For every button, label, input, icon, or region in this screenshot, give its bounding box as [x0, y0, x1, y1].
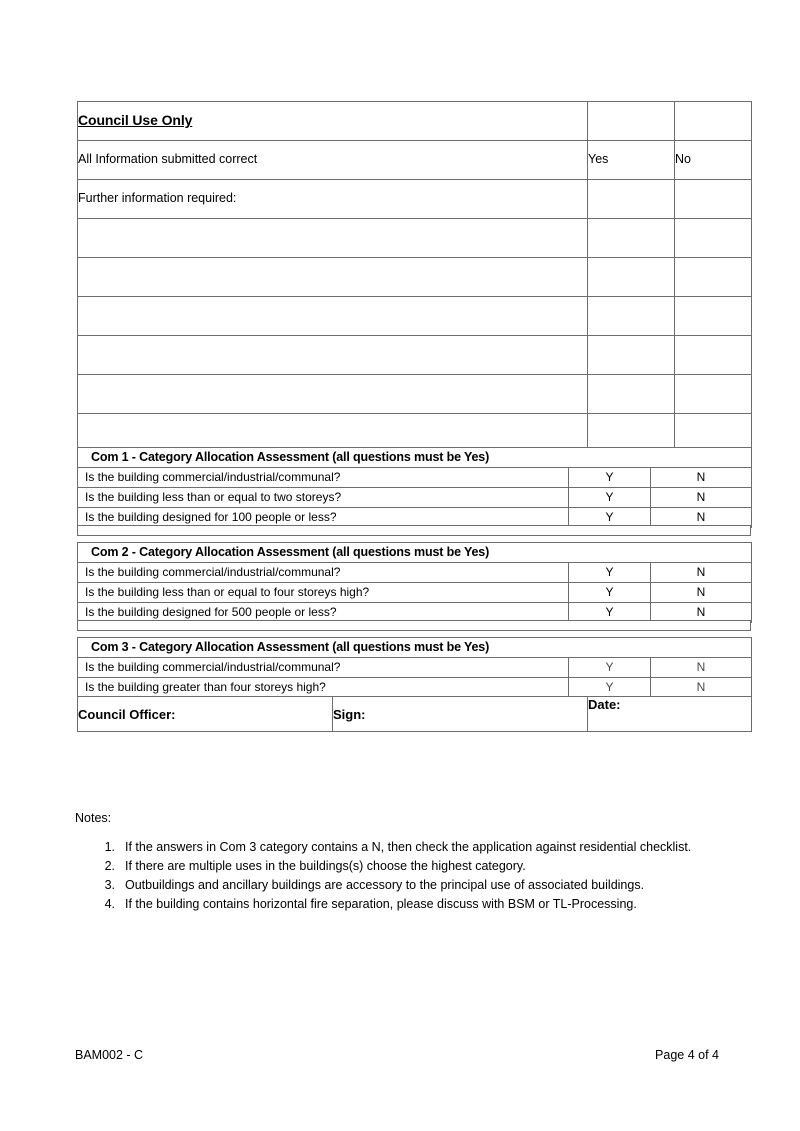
note-text: If there are multiple uses in the buildings(s) choose the highest category.	[125, 859, 526, 873]
com2-q2-no[interactable]: N	[651, 583, 752, 603]
table-row	[78, 336, 752, 375]
table-row	[78, 583, 752, 603]
com3-table	[77, 637, 752, 698]
blank-no-cell[interactable]	[675, 219, 752, 258]
header-no-cell	[675, 102, 752, 141]
com2-com3-spacer	[77, 620, 751, 631]
table-row	[78, 563, 752, 583]
all-information-label: All Information submitted correct	[78, 141, 588, 180]
table-row	[78, 658, 752, 678]
com1-table	[77, 447, 752, 528]
com1-q1-yes[interactable]: Y	[569, 468, 651, 488]
note-number: 2.	[104, 859, 115, 873]
form-code: BAM002 - C	[75, 1048, 144, 1062]
sign-field[interactable]: Sign:	[333, 697, 588, 732]
com1-q1-no[interactable]: N	[651, 468, 752, 488]
com1-q2-yes[interactable]: Y	[569, 488, 651, 508]
table-row	[78, 697, 752, 732]
table-row	[78, 678, 752, 698]
table-row	[78, 468, 752, 488]
blank-yes-cell[interactable]	[588, 219, 675, 258]
com1-heading-row	[78, 448, 752, 468]
council-officer-field[interactable]: Council Officer:	[78, 697, 333, 732]
blank-no-cell[interactable]	[675, 336, 752, 375]
note-text: Outbuildings and ancillary buildings are accessory to the principal use of associated buildings.	[125, 878, 645, 892]
com1-question-1: Is the building commercial/industrial/communal?	[78, 468, 569, 488]
officer-signature-table	[77, 696, 752, 732]
council-use-header-row	[78, 102, 752, 141]
table-row	[78, 488, 752, 508]
blank-no-cell[interactable]	[675, 297, 752, 336]
blank-no-cell[interactable]	[675, 375, 752, 414]
no-column-header: No	[675, 141, 752, 180]
list-item	[75, 876, 735, 895]
blank-yes-cell[interactable]	[588, 258, 675, 297]
blank-note-cell[interactable]	[78, 375, 588, 414]
table-row	[78, 297, 752, 336]
notes-list	[75, 838, 735, 914]
blank-note-cell[interactable]	[78, 336, 588, 375]
com2-q3-no[interactable]: N	[651, 603, 752, 623]
yes-column-header: Yes	[588, 141, 675, 180]
list-item	[75, 895, 735, 914]
table-row	[78, 180, 752, 219]
com3-q1-no[interactable]: N	[651, 658, 752, 678]
com1-q2-no[interactable]: N	[651, 488, 752, 508]
com3-q2-no[interactable]: N	[651, 678, 752, 698]
council-use-table	[77, 101, 752, 453]
table-row	[78, 375, 752, 414]
note-number: 1.	[104, 840, 115, 854]
com3-question-2: Is the building greater than four storeys high?	[78, 678, 569, 698]
table-row	[78, 258, 752, 297]
com2-question-3: Is the building designed for 500 people or less?	[78, 603, 569, 623]
com2-q1-no[interactable]: N	[651, 563, 752, 583]
blank-note-cell[interactable]	[78, 258, 588, 297]
blank-note-cell[interactable]	[78, 219, 588, 258]
note-text: If the answers in Com 3 category contains a N, then check the application against residential checklist.	[125, 840, 692, 854]
page-number: Page 4 of 4	[655, 1048, 719, 1062]
com3-heading: Com 3 - Category Allocation Assessment (all questions must be Yes)	[78, 638, 752, 658]
header-yes-cell	[588, 102, 675, 141]
note-text: If the building contains horizontal fire separation, please discuss with BSM or TL-Processing.	[125, 897, 637, 911]
com2-heading: Com 2 - Category Allocation Assessment (all questions must be Yes)	[78, 543, 752, 563]
com2-question-1: Is the building commercial/industrial/communal?	[78, 563, 569, 583]
blank-note-cell[interactable]	[78, 297, 588, 336]
blank-yes-cell[interactable]	[588, 336, 675, 375]
com2-heading-row	[78, 543, 752, 563]
com1-question-2: Is the building less than or equal to two storeys?	[78, 488, 569, 508]
council-use-title-cell	[78, 102, 588, 141]
com2-q3-yes[interactable]: Y	[569, 603, 651, 623]
com1-heading: Com 1 - Category Allocation Assessment (all questions must be Yes)	[78, 448, 752, 468]
blank-yes-cell[interactable]	[588, 297, 675, 336]
list-item	[75, 838, 735, 857]
further-info-yes-cell[interactable]	[588, 180, 675, 219]
com3-q1-yes[interactable]: Y	[569, 658, 651, 678]
com1-q3-yes[interactable]: Y	[569, 508, 651, 528]
blank-yes-cell[interactable]	[588, 375, 675, 414]
com3-question-1: Is the building commercial/industrial/communal?	[78, 658, 569, 678]
table-row	[78, 141, 752, 180]
com3-heading-row	[78, 638, 752, 658]
page-title: Council Use Only	[78, 112, 193, 129]
notes-heading: Notes:	[75, 811, 112, 825]
spacer-cell	[78, 526, 751, 536]
com2-q2-yes[interactable]: Y	[569, 583, 651, 603]
further-information-label: Further information required:	[78, 180, 588, 219]
further-info-no-cell[interactable]	[675, 180, 752, 219]
spacer-cell	[78, 621, 751, 631]
note-number: 3.	[104, 878, 115, 892]
com1-q3-no[interactable]: N	[651, 508, 752, 528]
table-row	[78, 219, 752, 258]
com3-q2-yes[interactable]: Y	[569, 678, 651, 698]
com2-question-2: Is the building less than or equal to four storeys high?	[78, 583, 569, 603]
blank-no-cell[interactable]	[675, 258, 752, 297]
date-field[interactable]: Date:	[588, 697, 752, 732]
com2-table	[77, 542, 752, 623]
list-item	[75, 857, 735, 876]
com1-com2-spacer	[77, 525, 751, 536]
com1-question-3: Is the building designed for 100 people or less?	[78, 508, 569, 528]
com2-q1-yes[interactable]: Y	[569, 563, 651, 583]
note-number: 4.	[104, 897, 115, 911]
